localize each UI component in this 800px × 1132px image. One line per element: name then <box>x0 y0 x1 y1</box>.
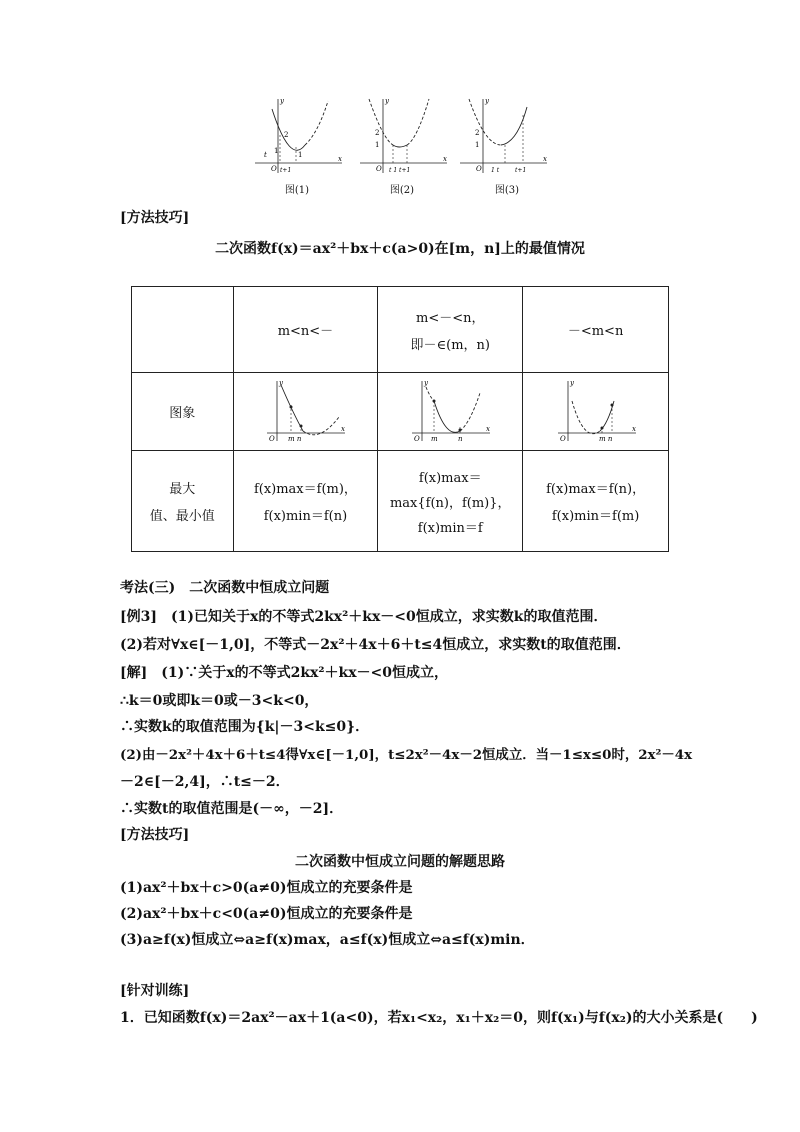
figure-2-graph <box>355 95 450 175</box>
svg-text:y: y <box>424 378 429 387</box>
graph-case-2 <box>408 377 492 443</box>
svg-text:x: x <box>341 424 346 433</box>
extrema-2-max-label: f(x)max＝ <box>418 470 482 486</box>
svg-text:O: O <box>414 434 420 443</box>
graph-cell-1 <box>233 373 378 451</box>
svg-text:1: 1 <box>475 141 480 149</box>
extrema-cell-3 <box>523 451 669 552</box>
svg-text:t+1: t+1 <box>515 167 527 174</box>
method-tip-heading-1: [方法技巧] <box>120 210 190 226</box>
extrema-1-min: f(x)min＝f(n) <box>263 509 348 524</box>
svg-text:2: 2 <box>475 129 480 137</box>
col-header-2 <box>378 287 523 373</box>
svg-text:m n: m n <box>598 434 612 443</box>
solution-line-6: ∴实数t的取值范围是(－∞，－2]． <box>120 801 344 817</box>
svg-text:2: 2 <box>375 129 380 137</box>
solution-line-4: (2)由－2x²＋4x＋6＋t≤4得∀x∈[－1,0]，t≤2x²－4x－2恒成立．当－1≤x≤0时，2x²－4x <box>120 747 693 763</box>
svg-text:m n: m n <box>288 434 302 443</box>
col-header-3: －<m<n <box>523 287 669 373</box>
col-header-2-main: m<－<n， <box>416 310 485 326</box>
svg-text:O: O <box>559 434 566 443</box>
method-2-line-1: (1)ax²＋bx＋c>0(a≠0)恒成立的充要条件是 <box>120 880 413 896</box>
svg-text:y: y <box>279 378 284 387</box>
svg-text:t 1 t+1: t 1 t+1 <box>389 167 411 174</box>
figure-2-caption: 图(2) <box>389 185 415 196</box>
svg-text:y: y <box>485 97 489 105</box>
method-tip-heading-2: [方法技巧] <box>120 827 190 843</box>
exercise-1: 1．已知函数f(x)＝2ax²－ax＋1(a<0)，若x₁<x₂，x₁＋x₂＝0，则f(x₁)与f(x₂)的大小关系是( ) <box>120 1010 758 1026</box>
method-2-title: 二次函数中恒成立问题的解题思路 <box>295 854 505 870</box>
svg-text:x: x <box>486 424 491 433</box>
svg-text:1 t: 1 t <box>491 167 500 174</box>
svg-text:O: O <box>271 165 277 173</box>
solution-line-5: －2∈[－2,4]，∴t≤－2． <box>120 774 290 790</box>
row-label-extrema-line1: 最大 <box>169 482 196 497</box>
graph-cell-3 <box>523 373 669 451</box>
method-2-line-3: (3)a≥f(x)恒成立⇔a≥f(x)max，a≤f(x)恒成立⇔a≤f(x)min． <box>120 932 535 948</box>
svg-text:n: n <box>458 434 463 443</box>
method-2-line-2: (2)ax²＋bx＋c<0(a≠0)恒成立的充要条件是 <box>120 906 413 922</box>
svg-text:x: x <box>443 155 447 163</box>
svg-text:1: 1 <box>375 141 380 149</box>
example-3-question-2: (2)若对∀x∈[－1,0]，不等式－2x²＋4x＋6＋t≤4恒成立，求实数t的取值范围． <box>120 637 631 653</box>
table-corner-cell <box>132 287 234 373</box>
figure-3-graph <box>455 95 550 175</box>
svg-text:O: O <box>376 165 382 173</box>
svg-text:y: y <box>280 97 284 105</box>
solution-line-3: ∴实数k的取值范围为{k|－3<k≤0}． <box>120 719 370 735</box>
extrema-table <box>131 286 669 552</box>
figure-1-graph <box>250 95 345 175</box>
row-label-extrema-line2: 值、最小值 <box>149 509 215 524</box>
graph-case-3 <box>554 377 638 443</box>
svg-text:O: O <box>269 434 276 443</box>
svg-text:2: 2 <box>284 131 289 139</box>
svg-text:1: 1 <box>274 147 279 155</box>
figure-1-caption: 图(1) <box>284 185 310 196</box>
table-title: 二次函数f(x)＝ax²＋bx＋c(a>0)在[m，n]上的最值情况 <box>215 241 585 257</box>
svg-text:y: y <box>569 378 574 387</box>
extrema-2-max-value: max{f(n)，f(m)}， <box>389 495 511 511</box>
section-3-title: 考法(三) 二次函数中恒成立问题 <box>120 580 330 596</box>
svg-text:O: O <box>476 165 482 173</box>
figure-3-caption: 图(3) <box>494 185 520 196</box>
extrema-cell-1 <box>233 451 378 552</box>
row-label-graph: 图象 <box>132 373 234 451</box>
extrema-cell-2 <box>378 451 523 552</box>
svg-text:t+1: t+1 <box>280 167 292 174</box>
svg-text:t: t <box>264 151 267 159</box>
svg-text:m: m <box>431 434 438 443</box>
solution-line-1: [解] (1)∵关于x的不等式2kx²＋kx－<0恒成立， <box>120 665 449 681</box>
training-heading: [针对训练] <box>120 983 190 999</box>
extrema-3-max: f(x)max＝f(n)， <box>546 482 646 497</box>
example-3-question-1: [例3] (1)已知关于x的不等式2kx²＋kx－<0恒成立，求实数k的取值范围． <box>120 609 608 625</box>
graph-cell-2 <box>378 373 523 451</box>
svg-text:x: x <box>631 424 636 433</box>
extrema-2-min: f(x)min＝f <box>417 520 483 536</box>
col-header-1: m<n<－ <box>233 287 378 373</box>
svg-text:y: y <box>385 97 389 105</box>
col-header-2-sub: 即－∈(m，n) <box>410 337 490 353</box>
top-figure-row <box>250 95 550 195</box>
extrema-1-max: f(x)max＝f(m)， <box>253 482 357 497</box>
solution-line-2: ∴k＝0或即k＝0或－3<k<0， <box>120 693 319 709</box>
svg-text:1: 1 <box>298 151 303 159</box>
svg-text:x: x <box>338 155 342 163</box>
extrema-3-min: f(x)min＝f(m) <box>551 509 640 524</box>
svg-text:x: x <box>543 155 547 163</box>
graph-case-1 <box>263 377 347 443</box>
row-label-extrema <box>132 451 234 552</box>
